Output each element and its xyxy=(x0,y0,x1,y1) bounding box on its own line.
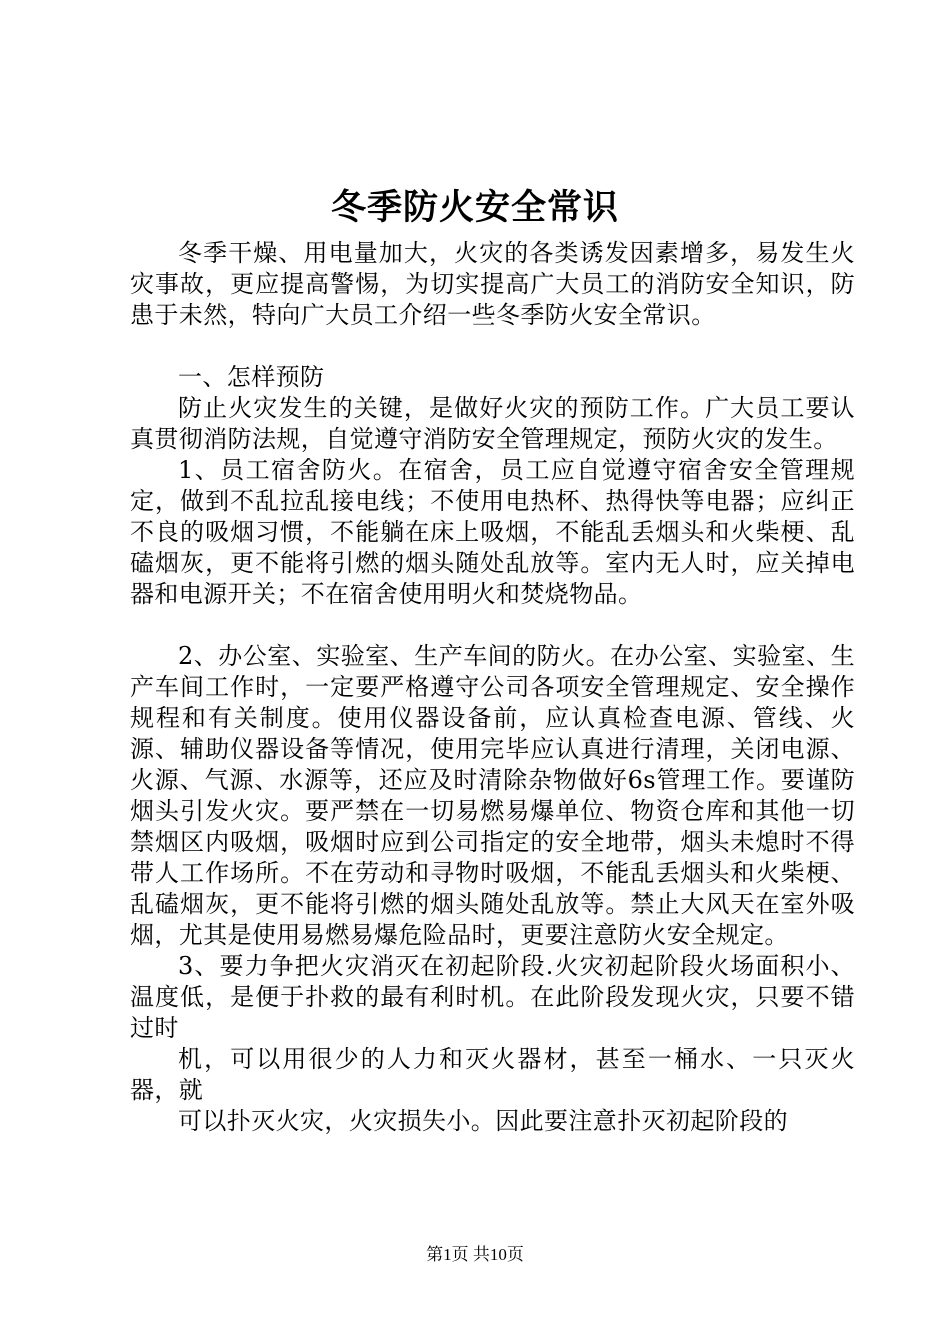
prevention-paragraph: 防止火灾发生的关键，是做好火灾的预防工作。广大员工要认真贯彻消防法规，自觉遵守消防安全管理规定，预防火灾的发生。 xyxy=(130,394,855,453)
intro-paragraph: 冬季干燥、用电量加大，火灾的各类诱发因素增多，易发生火灾事故，更应提高警惕，为切实提高广大员工的消防安全知识，防患于未然，特向广大员工介绍一些冬季防火安全常识。 xyxy=(130,239,855,329)
section-heading-prevention: 一、怎样预防 xyxy=(178,363,325,391)
early-stage-continued-paragraph: 机，可以用很少的人力和灭火器材，甚至一桶水、一只灭火器，就 xyxy=(130,1045,855,1104)
early-stage-final-paragraph: 可以扑灭火灾，火灾损失小。因此要注意扑灭初起阶段的 xyxy=(178,1107,788,1135)
page-number-footer: 第1页 共10页 xyxy=(426,1245,524,1264)
workplace-paragraph: 2、办公室、实验室、生产车间的防火。在办公室、实验室、生产车间工作时，一定要严格遵守公司各项安全管理规定、安全操作规程和有关制度。使用仪器设备前，应认真检查电源、管线、火源、辅助仪器设备等情况，使用完毕应认真进行清理，关闭电源、火源、气源、水源等，还应及时清除杂物做好6s管理工作。要谨防烟头引发火灾。要严禁在一切易燃易爆单位、物资仓库和其他一切禁烟区内吸烟，吸烟时应到公司指定的安全地带，烟头未熄时不得带人工作场所。不在劳动和寻物时吸烟，不能乱丢烟头和火柴梗、乱磕烟灰，更不能将引燃的烟头随处乱放等。禁止大风天在室外吸烟，尤其是使用易燃易爆危险品时，更要注意防火安全规定。 xyxy=(130,642,855,949)
dormitory-paragraph: 1、员工宿舍防火。在宿舍，员工应自觉遵守宿舍安全管理规定，做到不乱拉乱接电线；不使用电热杯、热得快等电器；应纠正不良的吸烟习惯，不能躺在床上吸烟，不能乱丢烟头和火柴梗、乱磕烟灰，更不能将引燃的烟头随处乱放等。室内无人时，应关掉电器和电源开关；不在宿舍使用明火和焚烧物品。 xyxy=(130,456,855,608)
document-body xyxy=(130,238,855,1137)
document-title: 冬季防火安全常识 xyxy=(330,187,619,228)
early-stage-paragraph: 3、要力争把火灾消灭在初起阶段.火灾初起阶段火场面积小、温度低，是便于扑救的最有利时机。在此阶段发现火灾，只要不错过时 xyxy=(130,952,855,1042)
